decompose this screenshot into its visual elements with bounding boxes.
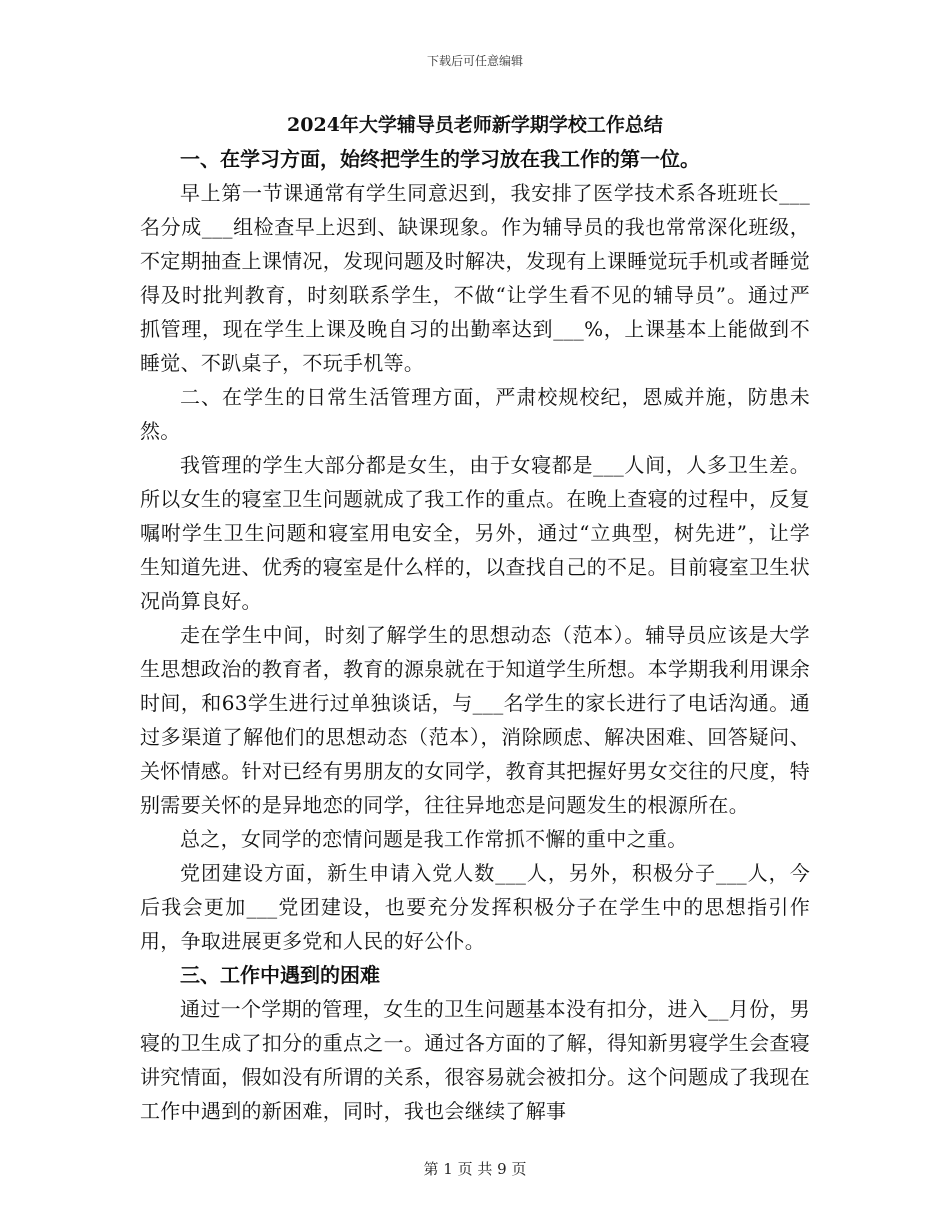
paragraph-5: 总之，女同学的恋情问题是我工作常抓不懈的重中之重。 <box>180 827 688 851</box>
section-heading-1: 一、在学习方面，始终把学生的学习放在我工作的第一位。 <box>180 147 700 171</box>
paragraph-4: 走在学生中间，时刻了解学生的思想动态（范本）。辅导员应该是大学生思想政治的教育者，教育的源泉就在于知道学生所想。本学期我利用课余时间，和63学生进行过单独谈话，与___名学生的家长进行了电话沟通。通过多渠道了解他们的思想动态（范本），消除顾虑、解决困难、回答疑问、关怀情感。针对已经有男朋友的女同学，教育其把握好男女交往的尺度，特别需要关怀的是异地恋的同学，往往异地恋是问题发生的根源所在。 <box>140 623 810 817</box>
page-header: 下载后可任意编辑 <box>426 54 523 68</box>
section-heading-3: 三、工作中遇到的困难 <box>180 963 380 987</box>
document-title: 2024年大学辅导员老师新学期学校工作总结 <box>287 114 663 136</box>
paragraph-2: 二、在学生的日常生活管理方面，严肃校规校纪，恩威并施，防患未然。 <box>140 385 810 443</box>
paragraph-7: 通过一个学期的管理，女生的卫生问题基本没有扣分，进入__月份，男寝的卫生成了扣分的重点之一。通过各方面的了解，得知新男寝学生会查寝讲究情面，假如没有所谓的关系，很容易就会被扣分。这个问题成了我现在工作中遇到的新困难，同时，我也会继续了解事 <box>140 997 810 1123</box>
document-body <box>140 108 810 1128</box>
paragraph-3: 我管理的学生大部分都是女生，由于女寝都是___人间，人多卫生差。所以女生的寝室卫生问题就成了我工作的重点。在晚上查寝的过程中，反复嘱咐学生卫生问题和寝室用电安全，另外，通过“立典型，树先进”，让学生知道先进、优秀的寝室是什么样的，以查找自己的不足。目前寝室卫生状况尚算良好。 <box>140 453 810 613</box>
paragraph-6: 党团建设方面，新生申请入党人数___人，另外，积极分子___人，今后我会更加___党团建设，也要充分发挥积极分子在学生中的思想指引作用，争取进展更多党和人民的好公仆。 <box>140 861 810 953</box>
paragraph-1: 早上第一节课通常有学生同意迟到，我安排了医学技术系各班班长___名分成___组检查早上迟到、缺课现象。作为辅导员的我也常常深化班级，不定期抽查上课情况，发现问题及时解决，发现有上课睡觉玩手机或者睡觉得及时批判教育，时刻联系学生，不做“让学生看不见的辅导员”。通过严抓管理，现在学生上课及晚自习的出勤率达到___%，上课基本上能做到不睡觉、不趴桌子，不玩手机等。 <box>140 181 810 375</box>
page-footer: 第 1 页 共 9 页 <box>423 1160 527 1178</box>
